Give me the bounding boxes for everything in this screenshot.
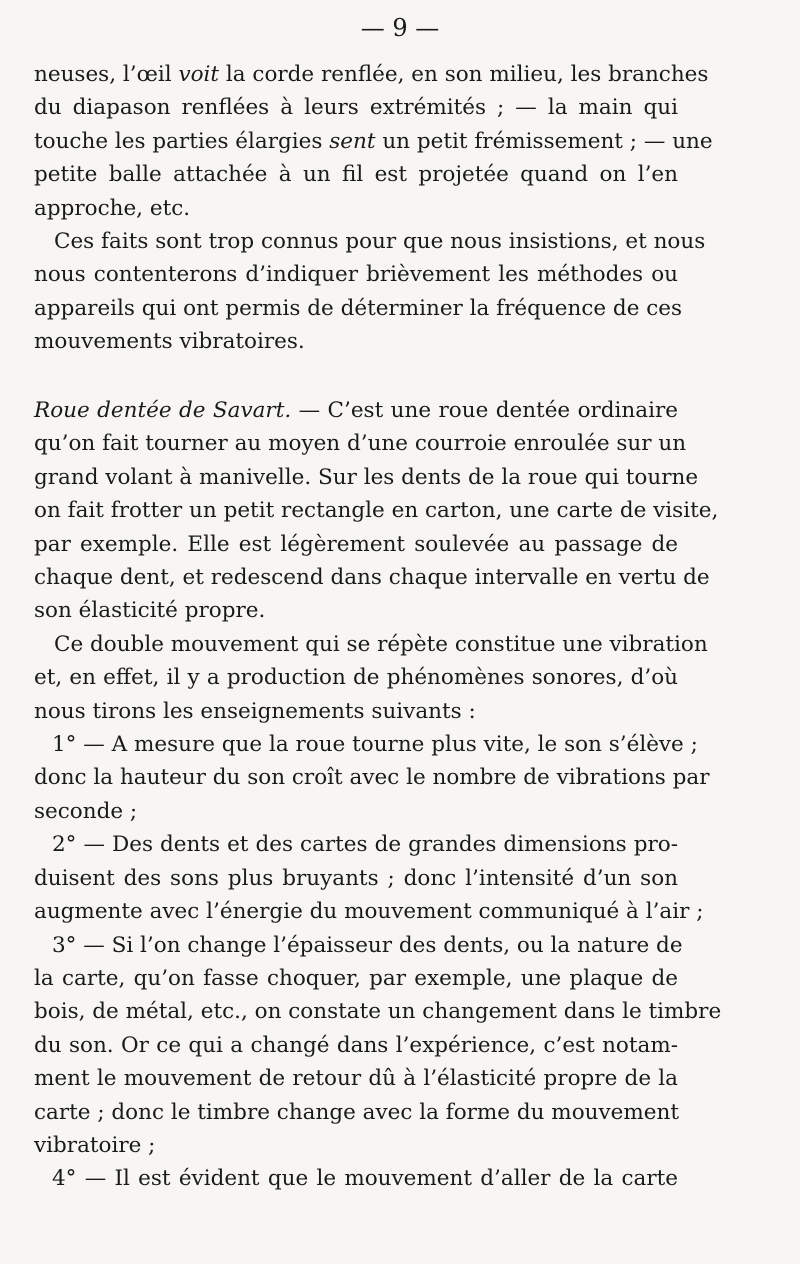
text-line: nous tirons les enseignements suivants : [34, 698, 476, 724]
text-line: donc la hauteur du son croît avec le nombre de vibrations par [34, 765, 710, 791]
text-line: son élasticité propre. [34, 598, 266, 624]
section-roue-dentee [34, 394, 722, 1196]
text-line: grand volant à manivelle. Sur les dents de la roue qui tourne [34, 464, 699, 490]
text-line: nous contenterons d’indiquer brièvement les méthodes ou [34, 262, 678, 288]
text-line: mouvements vibratoires. [34, 329, 305, 355]
text-line: approche, etc. [34, 195, 191, 221]
text-line: bois, de métal, etc., on constate un changement dans le timbre [34, 999, 722, 1025]
text-line: par exemple. Elle est légèrement soulevée au passage de [34, 531, 678, 557]
paragraph-intro [34, 58, 713, 359]
text-line: Ces faits sont trop connus pour que nous insistions, et nous [54, 229, 706, 255]
list-item-4: 4° — Il est évident que le mouvement d’aller de la carte [52, 1166, 678, 1192]
text-line: touche les parties élargies sent un petit frémissement ; — une [34, 128, 713, 154]
text-line: seconde ; [34, 798, 138, 824]
text-line: du son. Or ce qui a changé dans l’expérience, c’est notam- [34, 1032, 678, 1058]
text-line: appareils qui ont permis de déterminer la fréquence de ces [34, 295, 683, 321]
text-line: Ce double mouvement qui se répète constitue une vibration [54, 631, 708, 657]
text-line: vibratoire ; [34, 1132, 156, 1158]
page-number: — 9 — [360, 14, 440, 42]
text-line: petite balle attachée à un fil est projetée quand on l’en [34, 162, 678, 188]
text-line: qu’on fait tourner au moyen d’une courroie enroulée sur un [34, 431, 687, 457]
text-line: Roue dentée de Savart. — C’est une roue dentée ordinaire [34, 398, 678, 423]
text-line: neuses, l’œil voit la corde renflée, en son milieu, les branches [34, 62, 709, 87]
text-line: la carte, qu’on fasse choquer, par exemple, une plaque de [34, 965, 678, 991]
text-line: carte ; donc le timbre change avec la forme du mouvement [34, 1099, 679, 1125]
text-line: duisent des sons plus bruyants ; donc l’intensité d’un son [34, 865, 678, 891]
text-line: on fait frotter un petit rectangle en carton, une carte de visite, [34, 498, 719, 524]
list-item-1: 1° — A mesure que la roue tourne plus vite, le son s’élève ; [52, 732, 698, 758]
list-item-3: 3° — Si l’on change l’épaisseur des dents, ou la nature de [52, 932, 683, 958]
section-heading: Roue dentée de Savart. [34, 398, 292, 423]
text-line: chaque dent, et redescend dans chaque intervalle en vertu de [34, 565, 710, 591]
text-line: et, en effet, il y a production de phénomènes sonores, d’où [34, 665, 678, 691]
list-item-2: 2° — Des dents et des cartes de grandes dimensions pro- [52, 832, 678, 858]
text-line: augmente avec l’énergie du mouvement communiqué à l’air ; [34, 899, 704, 925]
text-line: du diapason renflées à leurs extrémités ; — la main qui [34, 95, 678, 121]
text-line: ment le mouvement de retour dû à l’élasticité propre de la [34, 1066, 678, 1092]
